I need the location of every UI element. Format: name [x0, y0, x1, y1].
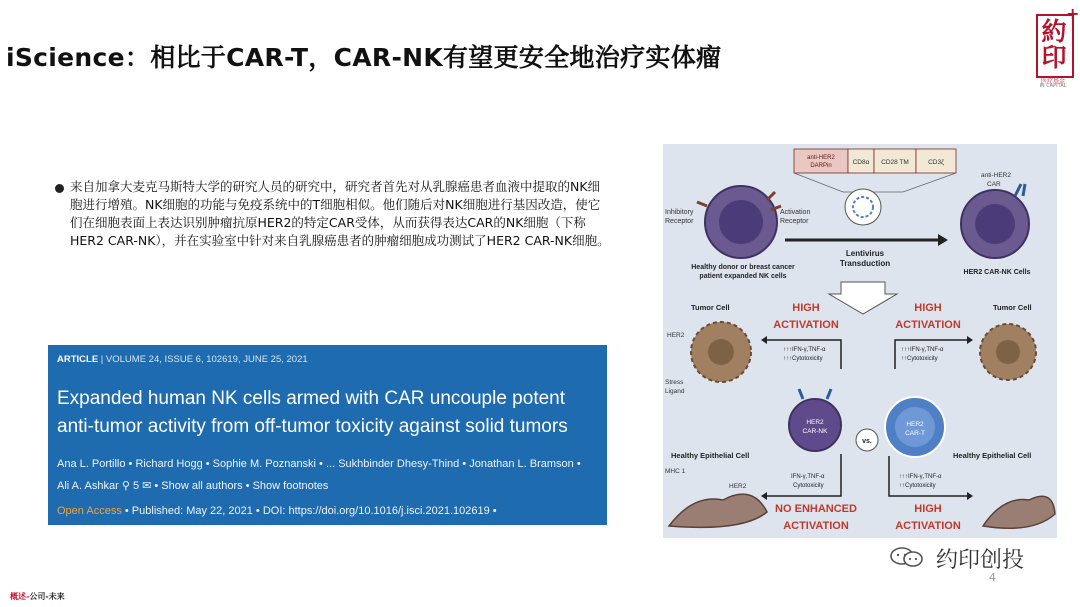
- left-top-effect-1: ↑↑↑IFN-γ,TNF-α: [783, 347, 826, 353]
- footer-rest: 公司-未来: [29, 592, 65, 601]
- right-bottom-effect-1: ↑↑↑IFN-γ,TNF-α: [899, 474, 942, 480]
- no-enhanced-label: NO ENHANCED: [775, 503, 857, 515]
- lentivirus-label-2: Transduction: [839, 259, 891, 268]
- logo-char-2: 印: [1041, 43, 1067, 72]
- inhibitory-label-2: Receptor: [665, 218, 694, 225]
- her2-label-top: HER2: [667, 332, 685, 339]
- activation-label-2: Receptor: [780, 218, 809, 225]
- high-label-bottom: HIGH: [914, 503, 942, 515]
- stress-label-2: Ligand: [665, 388, 685, 395]
- left-bottom-effect-2: Cytotoxicity: [793, 483, 824, 489]
- construct-darpin-1: anti-HER2: [807, 155, 835, 161]
- article-type: ARTICLE: [57, 354, 99, 365]
- logo-subtitle-en: IN CAPITAL: [1039, 83, 1067, 89]
- footer-prefix: 概述-: [10, 592, 30, 601]
- bullet-icon: [55, 184, 64, 193]
- car-t-center-1: HER2: [906, 421, 924, 428]
- article-publication: [57, 505, 497, 517]
- article-card[interactable]: [48, 345, 607, 525]
- published-info[interactable]: • Published: May 22, 2021 • DOI: https://doi.org/10.1016/j.isci.2021.102619 •: [124, 505, 497, 517]
- car-t-center-2: CAR-T: [905, 430, 925, 437]
- car-nk-center-2: CAR-NK: [802, 428, 828, 435]
- donor-caption-1: Healthy donor or breast cancer: [691, 264, 795, 271]
- car-nk-center-1: HER2: [806, 419, 824, 426]
- high-label-right: HIGH: [914, 302, 942, 314]
- epithelial-label-right: Healthy Epithelial Cell: [953, 451, 1032, 460]
- activation-label-left: ACTIVATION: [773, 319, 839, 331]
- construct-cd28: CD28 TM: [881, 159, 909, 166]
- wechat-watermark: [890, 542, 1040, 572]
- stress-label-1: Stress: [665, 379, 684, 386]
- car-label-2: CAR: [987, 181, 1001, 188]
- mhc1-label: MHC 1: [665, 468, 686, 475]
- vs-label: vs.: [862, 438, 872, 445]
- author-last[interactable]: Ali A. Ashkar: [57, 480, 119, 492]
- open-access-badge: Open Access: [57, 505, 122, 517]
- tumor-cell-label-right: Tumor Cell: [993, 303, 1032, 312]
- page-number: 4: [989, 571, 996, 584]
- logo-char-1: 約: [1041, 17, 1067, 46]
- brand-logo: [1030, 4, 1080, 89]
- article-meta: ARTICLE | VOLUME 24, ISSUE 6, 102619, JUNE 25, 2021: [57, 354, 308, 365]
- logo-subtitle: 医疗基金: [1040, 78, 1065, 85]
- logo-plus-icon: +: [1066, 4, 1080, 23]
- wechat-account-label: 约印创投: [936, 548, 1025, 573]
- activation-label-bottom-left: ACTIVATION: [783, 520, 849, 532]
- body-paragraph: 来自加拿大麦克马斯特大学的研究人员的研究中，研究者首先对从乳腺癌患者血液中提取的NK细胞进行增殖。NK细胞的功能与免疫系统中的T细胞相似。他们随后对NK细胞进行基因改造，使它们在细胞表面上表达识别肿瘤抗原HER2的特定CAR受体，从而获得表达CAR的NK细胞（下称HER2 CAR-NK），并在实验室中针对来自乳腺癌患者的肿瘤细胞成功测试了HER2 CAR-NK细胞。: [70, 179, 610, 248]
- high-label-left: HIGH: [792, 302, 820, 314]
- activation-label-right: ACTIVATION: [895, 319, 961, 331]
- tumor-cell-right-icon: [980, 324, 1036, 380]
- car-label-1: anti-HER2: [981, 172, 1011, 179]
- left-bottom-effect-1: IFN-γ,TNF-α: [791, 474, 825, 480]
- lentivirus-label-1: Lentivirus: [845, 249, 885, 258]
- right-top-effect-1: ↑↑↑IFN-γ,TNF-α: [901, 347, 944, 353]
- car-nk-caption: HER2 CAR-NK Cells: [963, 269, 1031, 276]
- wechat-icon: [890, 546, 924, 568]
- epithelial-label-left: Healthy Epithelial Cell: [671, 451, 750, 460]
- donor-caption-2: patient expanded NK cells: [699, 273, 787, 280]
- article-issue: VOLUME 24, ISSUE 6, 102619, JUNE 25, 2021: [105, 354, 308, 365]
- authors-line-1[interactable]: Ana L. Portillo • Richard Hogg • Sophie M. Poznanski • ... Sukhbinder Dhesy-Thind • Jonathan L. Bramson •: [57, 458, 581, 470]
- article-authors: [57, 453, 602, 497]
- footer-nav: [10, 591, 65, 602]
- article-title[interactable]: Expanded human NK cells armed with CAR uncouple potent anti-tumor activity from off-tumor toxicity against solid tumors: [57, 388, 568, 437]
- construct-cd8a: CD8α: [852, 159, 870, 166]
- right-top-effect-2: ↑↑Cytotoxicity: [901, 356, 938, 362]
- slide-title: iScience：相比于CAR-T，CAR-NK有望更安全地治疗实体瘤: [6, 43, 722, 72]
- lentivirus-icon: [845, 189, 881, 225]
- authors-line-2: [57, 475, 602, 497]
- left-top-effect-2: ↑↑↑Cytotoxicity: [783, 356, 823, 362]
- author-extras[interactable]: ⚲ 5 ✉ • Show all authors • Show footnotes: [121, 480, 329, 492]
- right-bottom-effect-2: ↑↑Cytotoxicity: [899, 483, 936, 489]
- construct-cd3z: CD3ζ: [928, 159, 944, 166]
- car-construct: [794, 149, 956, 173]
- activation-label-1: Activation: [780, 209, 811, 216]
- tumor-cell-left-icon: [691, 322, 751, 382]
- her2-label-bottom: HER2: [729, 483, 747, 490]
- construct-darpin-2: DARPin: [810, 163, 832, 169]
- car-nk-figure: [663, 144, 1057, 538]
- tumor-cell-label-left: Tumor Cell: [691, 303, 730, 312]
- inhibitory-label-1: Inhibitory: [665, 209, 694, 216]
- activation-label-bottom-right: ACTIVATION: [895, 520, 961, 532]
